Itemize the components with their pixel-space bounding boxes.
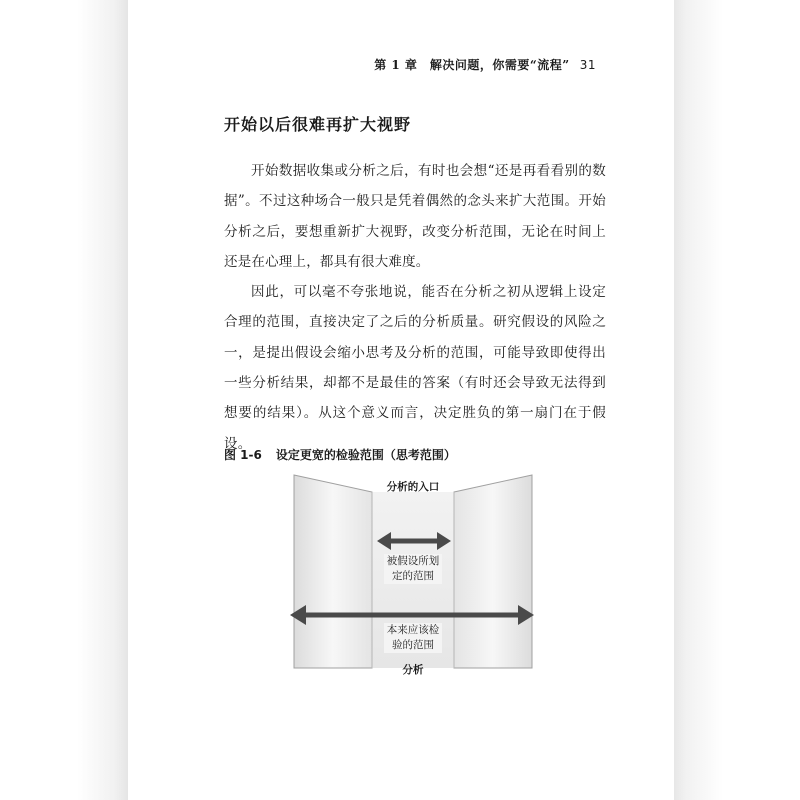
hypothesis-range-label: 被假设所划定的范围 (384, 554, 442, 584)
figure-caption (224, 446, 456, 463)
analysis-label: 分析 (402, 664, 424, 676)
section-title: 开始以后很难再扩大视野 (224, 115, 412, 134)
chapter-title: 第 1 章 解决问题，你需要“流程” (374, 58, 570, 72)
right-page-shadow (660, 0, 800, 800)
right-door-panel (454, 475, 532, 668)
figure-caption-text: 设定更宽的检验范围（思考范围） (275, 448, 456, 462)
left-door-panel (294, 475, 372, 668)
entrance-label: 分析的入口 (386, 481, 440, 493)
left-page-shadow (0, 0, 140, 800)
figure-number: 图 1-6 (224, 448, 262, 462)
running-header (374, 56, 596, 73)
page-number: 31 (579, 58, 596, 72)
book-page (128, 0, 674, 800)
paragraph-1: 开始数据收集或分析之后，有时也会想“还是再看看别的数据”。不过这种场合一般只是凭着偶然的念头来扩大范围。开始分析之后，要想重新扩大视野，改变分析范围，无论在时间上还是在心理上，都具有很大难度。 (224, 163, 606, 270)
paragraph-2: 因此，可以毫不夸张地说，能否在分析之初从逻辑上设定合理的范围，直接决定了之后的分析质量。研究假设的风险之一，是提出假设会缩小思考及分析的范围，可能导致即使得出一些分析结果，却都不是最佳的答案（有时还会导致无法得到想要的结果）。从这个意义而言，决定胜负的第一扇门在于假设。 (224, 284, 606, 452)
scope-diagram (128, 470, 674, 680)
body-text (224, 156, 606, 459)
true-range-label: 本来应该检验的范围 (384, 623, 442, 653)
